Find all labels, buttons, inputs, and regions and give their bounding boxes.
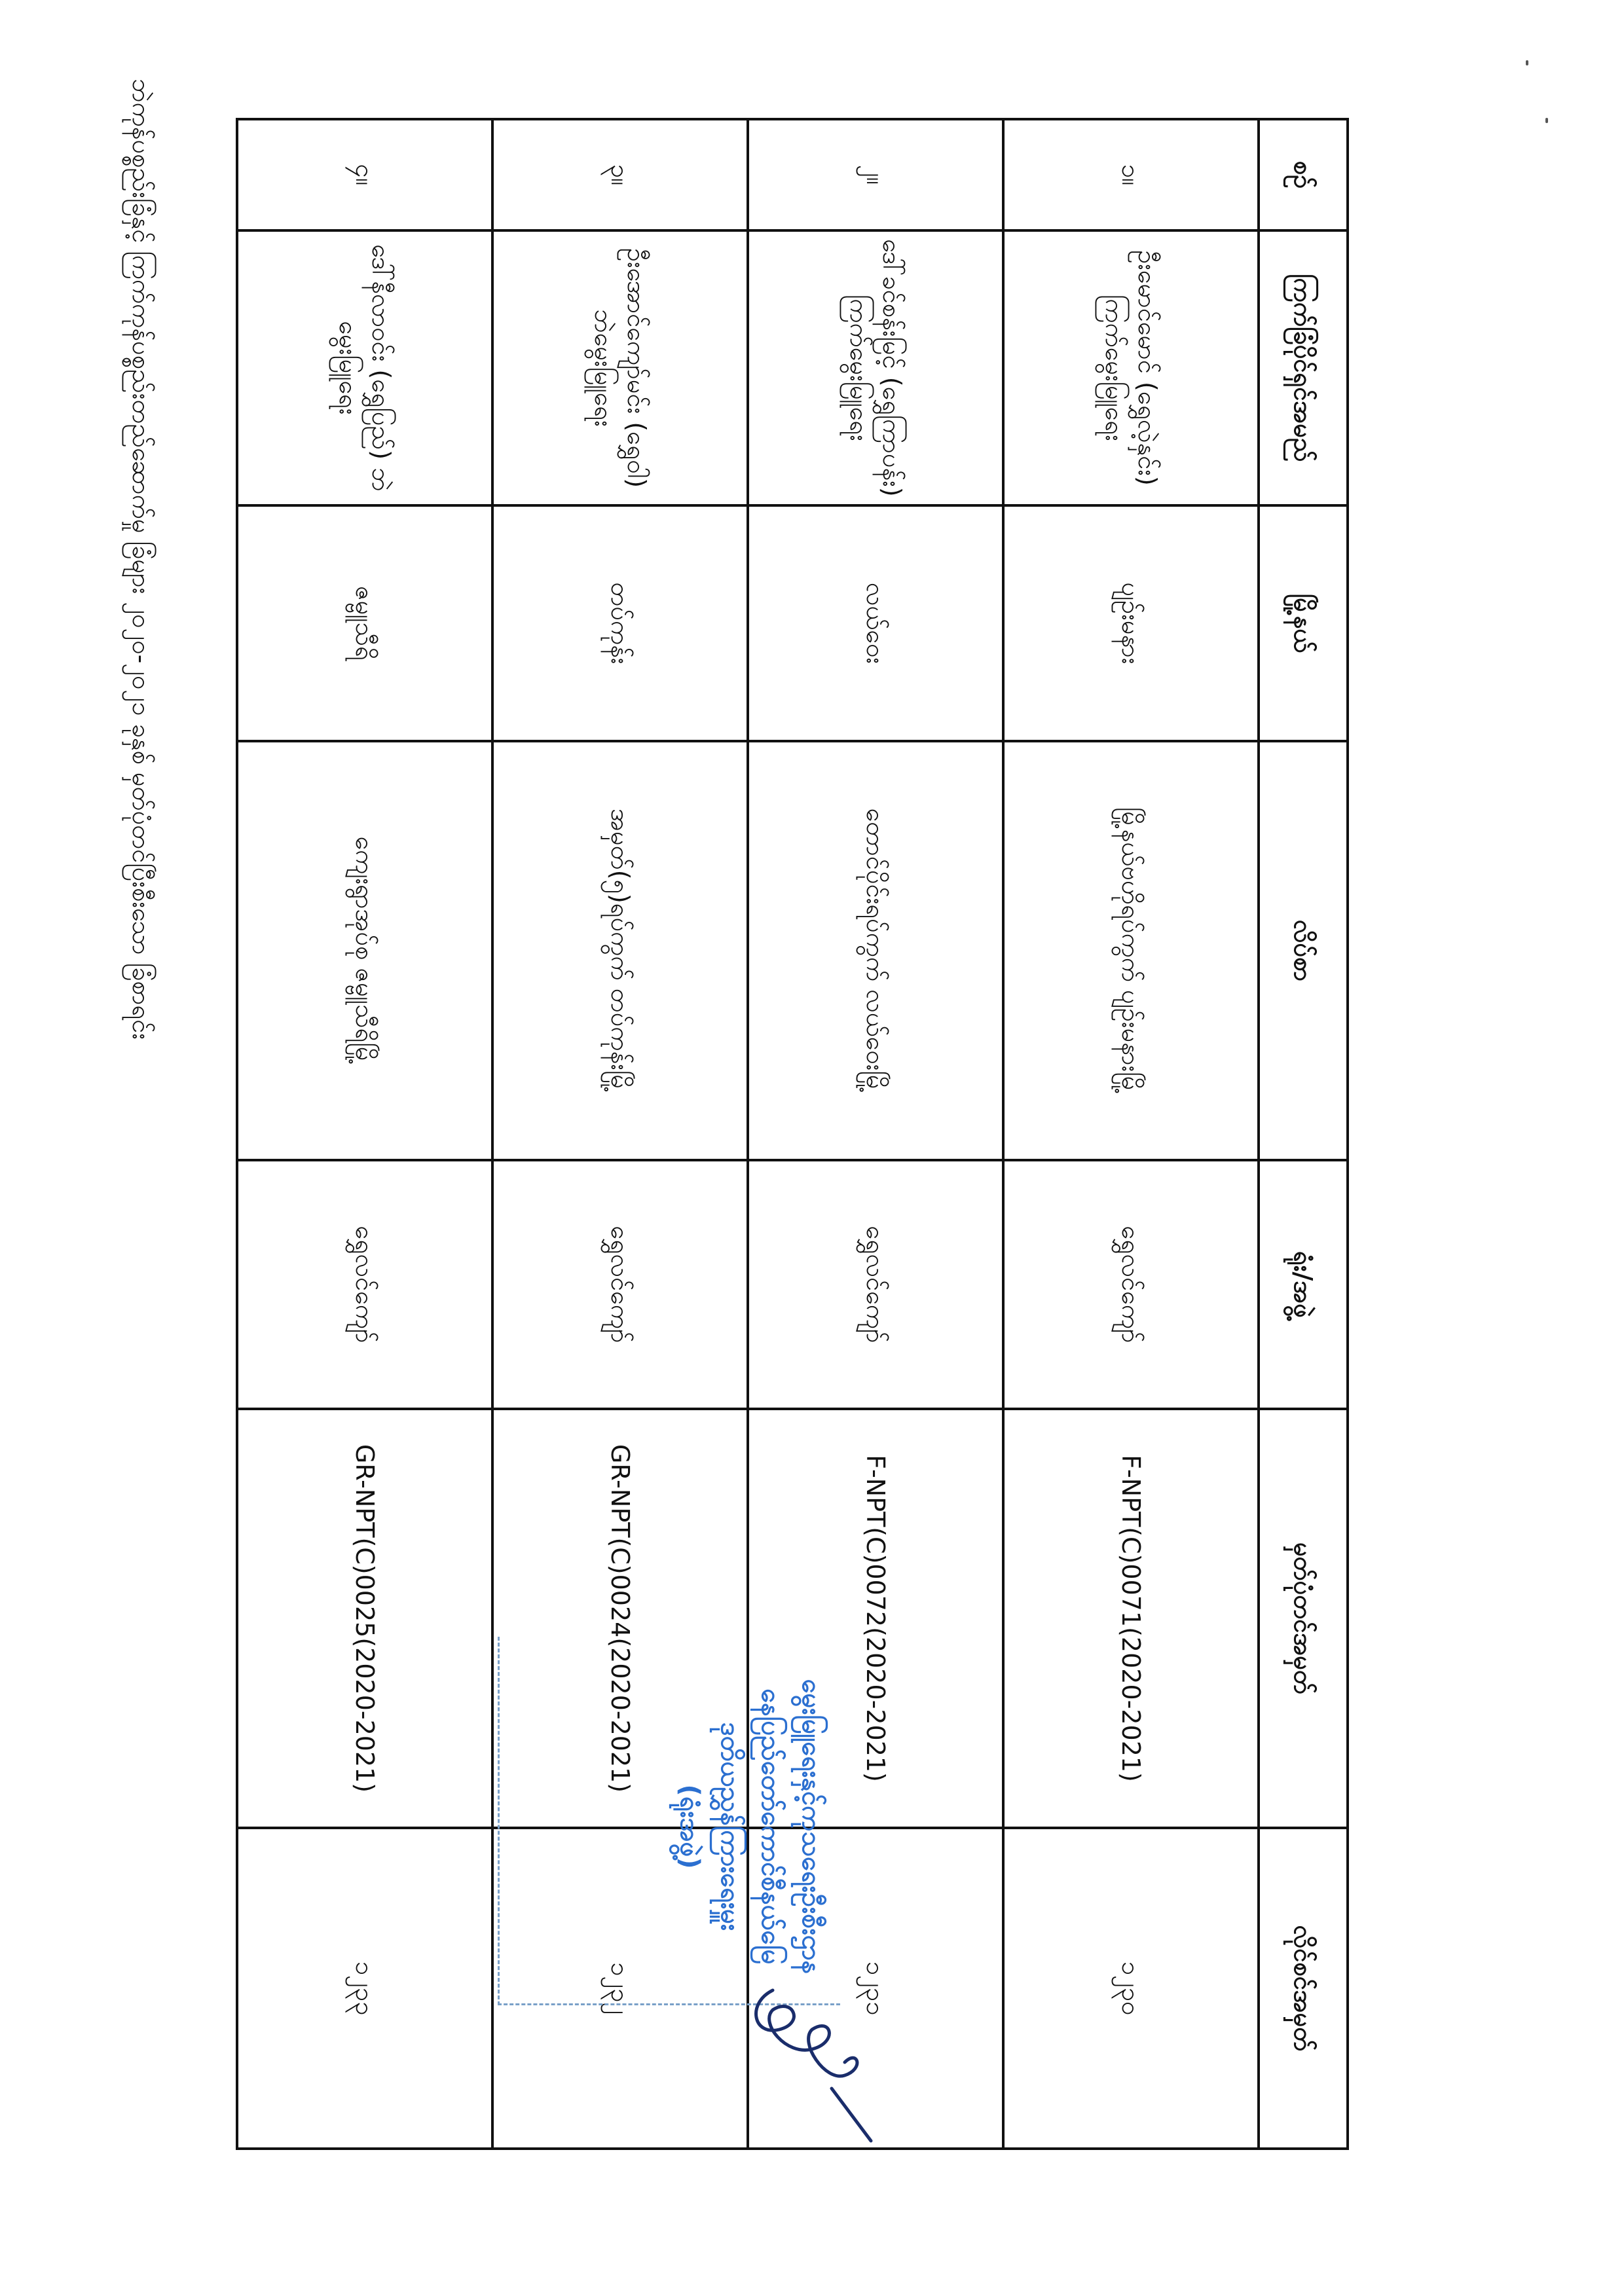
document-caption: ဘဲကုန်ပစ္စည်းခြံနှင့် ကြက်ကုန်ပစ္စည်းတည်ဆောက်မှု ခြံများ ၂၀၂၀-၂၀၂၁ ခုနှစ် မှတ်ပုံတင်ပြီးစီးသော ခြံစာရင်း bbox=[127, 79, 156, 1040]
cell-address: မြို့နယ်ဗဟိုရပ်ကွက် ပျဉ်းမနားမြို့ bbox=[1003, 741, 1259, 1160]
cell-license: ၁၂၃၂ bbox=[492, 1828, 748, 2149]
cell-district: ပျဉ်းမနား bbox=[1003, 505, 1259, 741]
cell-district: တပ်ကုန်း bbox=[492, 505, 748, 741]
cell-address: အမှတ်(၅)ရပ်ကွက် တပ်ကုန်းမြို့ bbox=[492, 741, 748, 1160]
table-row bbox=[237, 119, 492, 2149]
header-name: ကြက်ခြံပိုင်ရှင်အမည် bbox=[1259, 230, 1348, 505]
cell-name: ဒေါ်ခင်စန်းမြင့် (ရွှေကြာပန်း) ကြက်မွေးမြူရေး bbox=[748, 230, 1003, 505]
header-no: စဉ် bbox=[1259, 119, 1348, 230]
cell-name: ဒေါ်နီလာဝင်း (ရွှေပြည်) ဘဲမွေးမြူရေး bbox=[237, 230, 492, 505]
cell-address: တောင်ပိုင်းရပ်ကွက် လယ်ဝေးမြို့ bbox=[748, 741, 1003, 1160]
header-district: မြို့နယ် bbox=[1259, 505, 1348, 741]
stamp-line: မွေးမြူရေးနှင့်ကုသရေးဦးစီးဌာန bbox=[796, 1679, 826, 1975]
cell-registration: F-NPT(C)0072(2020-2021) bbox=[748, 1409, 1003, 1828]
header-office: ရုံး/အဖွဲ့ bbox=[1259, 1160, 1348, 1409]
cell-office: ရွှေလင်ကျော် bbox=[1003, 1160, 1259, 1409]
scan-speck bbox=[1545, 118, 1548, 123]
header-registration: မှတ်ပုံတင်အမှတ် bbox=[1259, 1409, 1348, 1828]
cell-district: ဇမ္ဗူသီရိ bbox=[237, 505, 492, 741]
cell-no: ၂။ bbox=[748, 119, 1003, 230]
signature-mark bbox=[733, 1977, 891, 2147]
cell-license: ၁၂၃၃ bbox=[237, 1828, 492, 2149]
cell-license: ၁၂၃၁ bbox=[748, 1828, 1003, 2149]
cell-no: ၄။ bbox=[237, 119, 492, 230]
cell-no: ၁။ bbox=[1003, 119, 1259, 230]
cell-license: ၁၂၃၀ bbox=[1003, 1828, 1259, 2149]
cell-office: ရွှေလင်ကျော် bbox=[237, 1160, 492, 1409]
cell-office: ရွှေလင်ကျော် bbox=[748, 1160, 1003, 1409]
cell-office: ရွှေလင်ကျော် bbox=[492, 1160, 748, 1409]
cell-name: ဦးမောင်မောင် (ရွှေလဲ့နှင်း) ကြက်မွေးမြူရေး bbox=[1003, 230, 1259, 505]
cell-registration: GR-NPT(C)0024(2020-2021) bbox=[492, 1409, 748, 1828]
header-license: လိုင်စင်အမှတ် bbox=[1259, 1828, 1348, 2149]
table-header-row bbox=[1259, 119, 1348, 2149]
stamp-line: (ရုံးအဖွဲ့) bbox=[674, 1784, 705, 1869]
cell-registration: F-NPT(C)0071(2020-2021) bbox=[1003, 1409, 1259, 1828]
cell-no: ၃။ bbox=[492, 119, 748, 230]
stamp-text bbox=[504, 1676, 832, 1977]
official-stamp bbox=[498, 1637, 864, 2016]
cell-name: ဦးအောင်ကျော်မင်း (ရွှေဝါ) ဘဲမွေးမြူရေး bbox=[492, 230, 748, 505]
scan-speck bbox=[1526, 60, 1528, 65]
stamp-line: နေပြည်တော်ကောင်စီနယ်မြေ bbox=[756, 1688, 786, 1965]
header-address: လိပ်စာ bbox=[1259, 741, 1348, 1160]
cell-address: ကျေးရွာအုပ်စု ဇမ္ဗူသီရိမြို့ bbox=[237, 741, 492, 1160]
cell-registration: GR-NPT(C)0025(2020-2021) bbox=[237, 1409, 492, 1828]
table-row bbox=[1003, 119, 1259, 2149]
stamp-line: ဒုတိယညွှန်ကြားရေးမှူး bbox=[715, 1722, 745, 1931]
cell-district: လယ်ဝေး bbox=[748, 505, 1003, 741]
